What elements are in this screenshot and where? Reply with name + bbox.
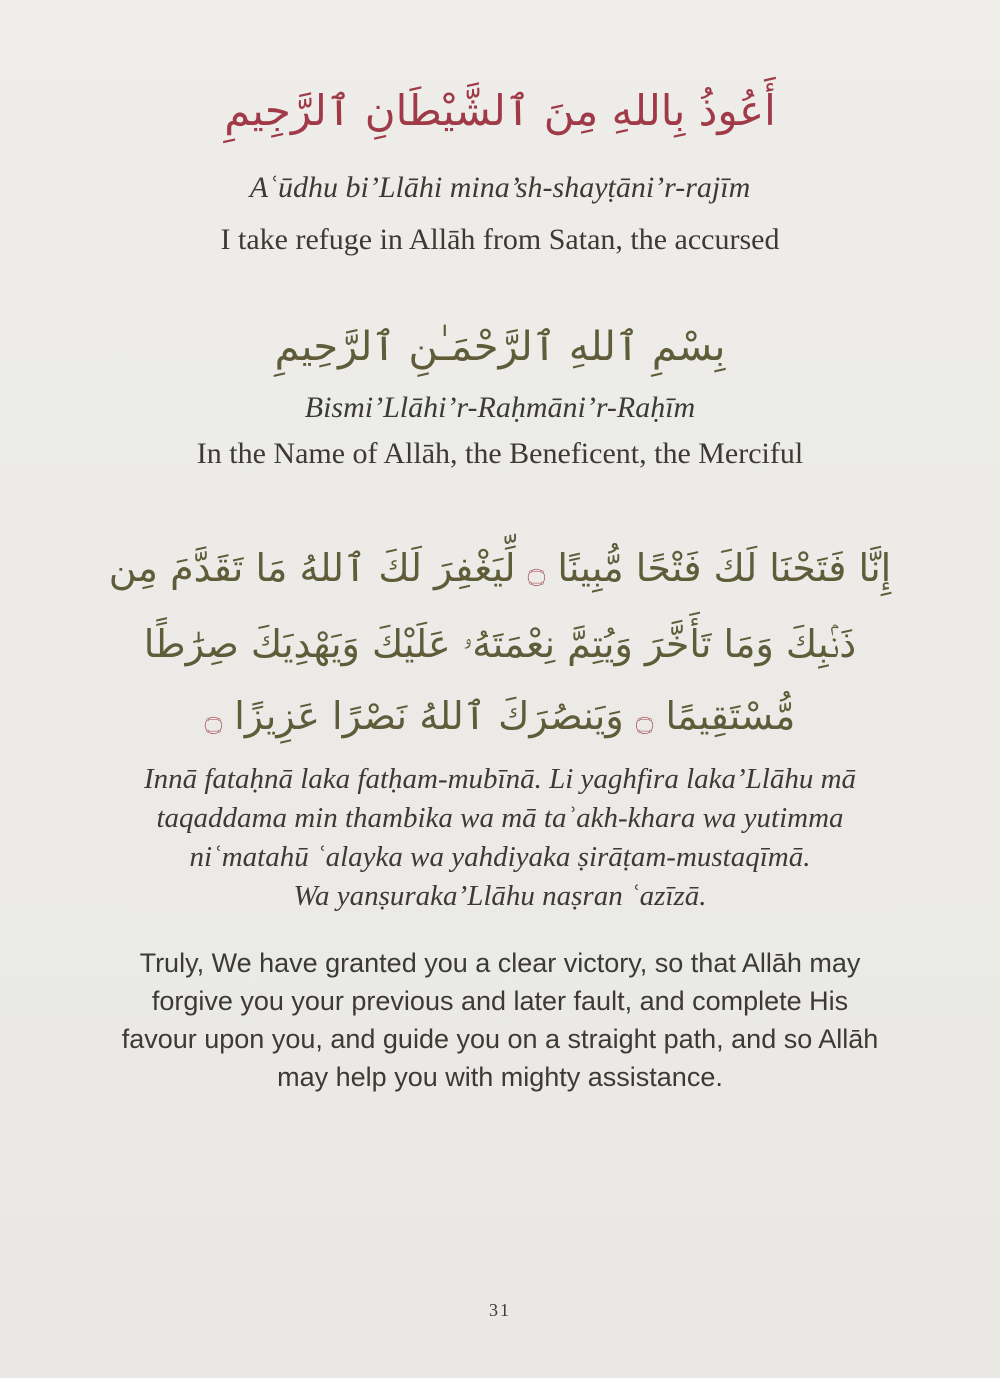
taawwudh-translation: I take refuge in Allāh from Satan, the accursed (220, 223, 780, 256)
verse-transliteration-line: niʿmatahū ʿalayka wa yahdiyaka ṣirāṭam-mustaqīmā. (189, 841, 811, 873)
verse-arabic-line: ذَنۢبِكَ وَمَا تَأَخَّرَ وَيُتِمَّ نِعْمَتَهُۥ عَلَيْكَ وَيَهْدِيَكَ صِرَٰطًا (143, 622, 857, 666)
verse-arabic (70, 532, 930, 756)
taawwudh-transliteration: Aʿūdhu bi’Llāhi mina’sh-shayṭāni’r-rajīm (249, 171, 751, 204)
verse-translation-line: forgive you your previous and later fault, and complete His (151, 986, 849, 1016)
page-number: 31 (489, 1300, 511, 1320)
basmala-translation: In the Name of Allāh, the Beneficent, the Merciful (196, 437, 804, 470)
verse-transliteration-line: Innā fataḥnā laka fatḥam-mubīnā. Li yaghfira laka’Llāhu mā (143, 763, 857, 795)
verse-translation-line: may help you with mighty assistance. (277, 1062, 723, 1092)
taawwudh-arabic: أَعُوذُ بِاللهِ مِنَ ٱلشَّيْطَانِ ٱلرَّجِيمِ (224, 86, 776, 135)
verse-end-marker-icon: ۝ (204, 702, 223, 737)
verse-translation-line: Truly, We have granted you a clear victory, so that Allāh may (139, 948, 861, 978)
verse-transliteration-line: Wa yanṣuraka’Llāhu naṣran ʿazīzā. (293, 880, 707, 912)
verse-end-marker-icon: ۝ (635, 702, 654, 737)
verse-transliteration-line: taqaddama min thambika wa mā taʾakh-khara wa yutimma (156, 802, 844, 834)
verse-translation (60, 944, 940, 1096)
verse-transliteration (60, 760, 940, 916)
verse-arabic-line: مُّسْتَقِيمًا ۝ وَيَنصُرَكَ ٱللهُ نَصْرًا عَزِيزًا ۝ (204, 694, 796, 738)
verse-arabic-line: إِنَّا فَتَحْنَا لَكَ فَتْحًا مُّبِينًا ۝ لِّيَغْفِرَ لَكَ ٱللهُ مَا تَقَدَّمَ مِن (108, 546, 892, 590)
basmala-arabic: بِسْمِ ٱللهِ ٱلرَّحْمَـٰنِ ٱلرَّحِيمِ (274, 324, 726, 370)
verse-translation-line: favour upon you, and guide you on a straight path, and so Allāh (121, 1024, 879, 1054)
basmala-transliteration: Bismi’Llāhi’r-Raḥmāni’r-Raḥīm (304, 391, 696, 424)
verse-end-marker-icon: ۝ (527, 554, 546, 589)
